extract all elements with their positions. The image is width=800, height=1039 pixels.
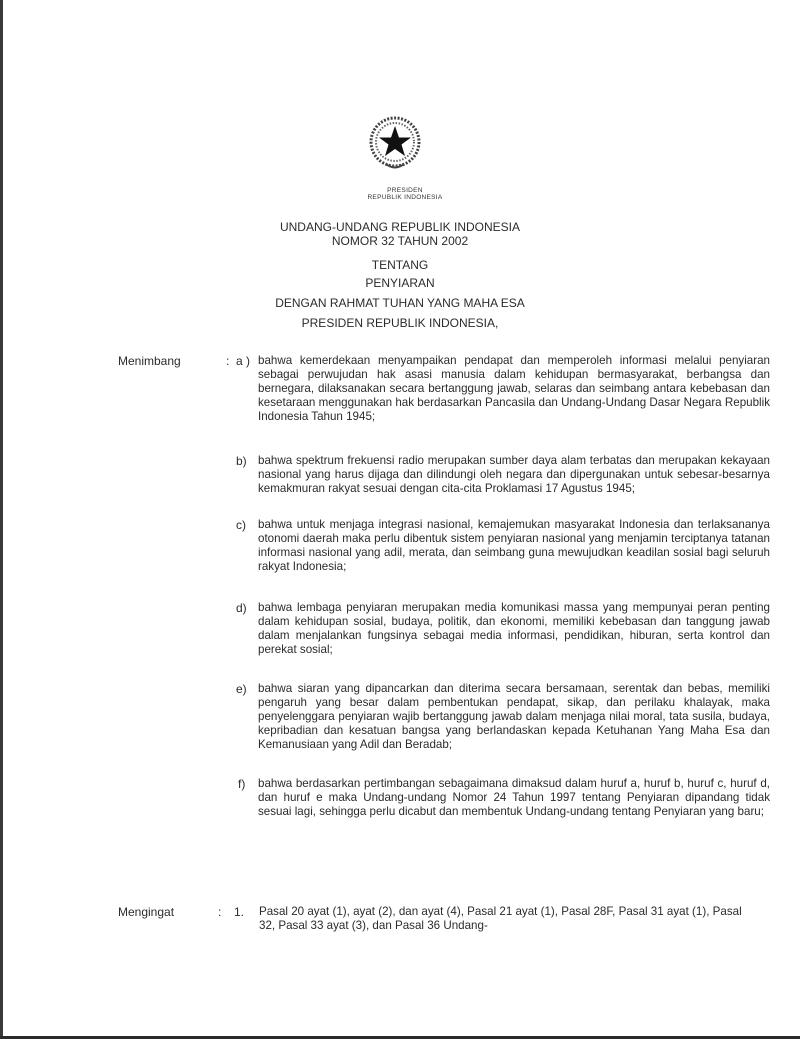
menimbang-item-f: bahwa berdasarkan pertimbangan sebagaimana dimaksud dalam huruf a, huruf b, huruf c, huruf d, dan huruf e maka Undang-undang Nomor 24 Tahun 1997 tentang Penyiaran dipandang tidak sesuai lagi, sehingga perlu dicabut dan membentuk Undang-undang tentang Penyiaran yang baru; — [258, 777, 770, 818]
menimbang-marker-c: c) — [236, 518, 246, 532]
menimbang-item-c: bahwa untuk menjaga integrasi nasional, kemajemukan masyarakat Indonesia dan terlaksananya otonomi daerah maka perlu dibentuk sistem penyiaran nasional yang menjamin terciptanya tatanan informasi nasional yang adil, merata, dan seimbang guna mewujudkan keadilan sosial bagi seluruh rakyat Indonesia; — [258, 518, 770, 573]
law-title: UNDANG-UNDANG REPUBLIK INDONESIA — [279, 220, 521, 234]
page-left-border — [0, 0, 3, 1039]
mengingat-colon: : — [218, 905, 222, 919]
mengingat-marker-1: 1. — [234, 905, 245, 919]
garuda-star-wreath-icon — [368, 115, 422, 175]
menimbang-item-d: bahwa lembaga penyiaran merupakan media komunikasi massa yang mempunyai peran penting dalam kehidupan sosial, budaya, politik, dan ekonomi, memiliki kebebasan dan tanggung jawab dalam menjalankan fungsinya sebagai media informasi, pendidikan, hiburan, serta kontrol dan perekat sosial; — [258, 601, 770, 656]
invocation: DENGAN RAHMAT TUHAN YANG MAHA ESA — [275, 296, 525, 310]
law-about-label: TENTANG — [371, 258, 429, 272]
law-subject: PENYIARAN — [365, 276, 435, 290]
menimbang-label: Menimbang — [118, 354, 181, 368]
mengingat-label: Mengingat — [118, 905, 175, 919]
emblem-caption-line1: PRESIDEN — [387, 187, 423, 194]
menimbang-item-a: bahwa kemerdekaan menyampaikan pendapat dan memperoleh informasi melalui penyiaran sebagai perwujudan hak asasi manusia dalam kehidupan bermasyarakat, berbangsa dan bernegara, dilaksanakan secara bertanggung jawab, selaras dan seimbang antara kebebasan dan kesetaraan menggunakan hak berdasarkan Pancasila dan Undang-Undang Dasar Negara Republik Indonesia Tahun 1945; — [258, 354, 770, 423]
menimbang-item-b: bahwa spektrum frekuensi radio merupakan sumber daya alam terbatas dan merupakan kekayaan nasional yang harus dijaga dan dilindungi oleh negara dan dipergunakan untuk sebesar-besarnya kemakmuran rakyat sesuai dengan cita-cita Proklamasi 17 Agustus 1945; — [258, 454, 770, 495]
menimbang-item-e: bahwa siaran yang dipancarkan dan diterima secara bersamaan, serentak dan bebas, memiliki pengaruh yang besar dalam pembentukan pendapat, sikap, dan perilaku khalayak, maka penyelenggara penyiaran wajib bertanggung jawab dalam menjaga nilai moral, tata susila, budaya, kepribadian dan kesatuan bangsa yang berlandaskan kepada Ketuhanan Yang Maha Esa dan Kemanusiaan yang Adil dan Beradab; — [258, 682, 770, 751]
mengingat-item-1: Pasal 20 ayat (1), ayat (2), dan ayat (4), Pasal 21 ayat (1), Pasal 28F, Pasal 31 ayat (1), Pasal 32, Pasal 33 ayat (3), dan Pasal 36 Undang- — [259, 905, 742, 932]
law-number: NOMOR 32 TAHUN 2002 — [331, 234, 469, 248]
emblem-caption-line2: REPUBLIK INDONESIA — [367, 194, 443, 201]
emblem-caption — [340, 187, 470, 201]
menimbang-colon: : — [226, 354, 230, 368]
menimbang-marker-a: a ) — [236, 354, 251, 368]
menimbang-marker-e: e) — [236, 682, 247, 696]
menimbang-marker-f: f) — [238, 777, 246, 791]
president-line: PRESIDEN REPUBLIK INDONESIA, — [301, 316, 499, 330]
menimbang-marker-d: d) — [236, 601, 247, 615]
menimbang-marker-b: b) — [236, 454, 247, 468]
